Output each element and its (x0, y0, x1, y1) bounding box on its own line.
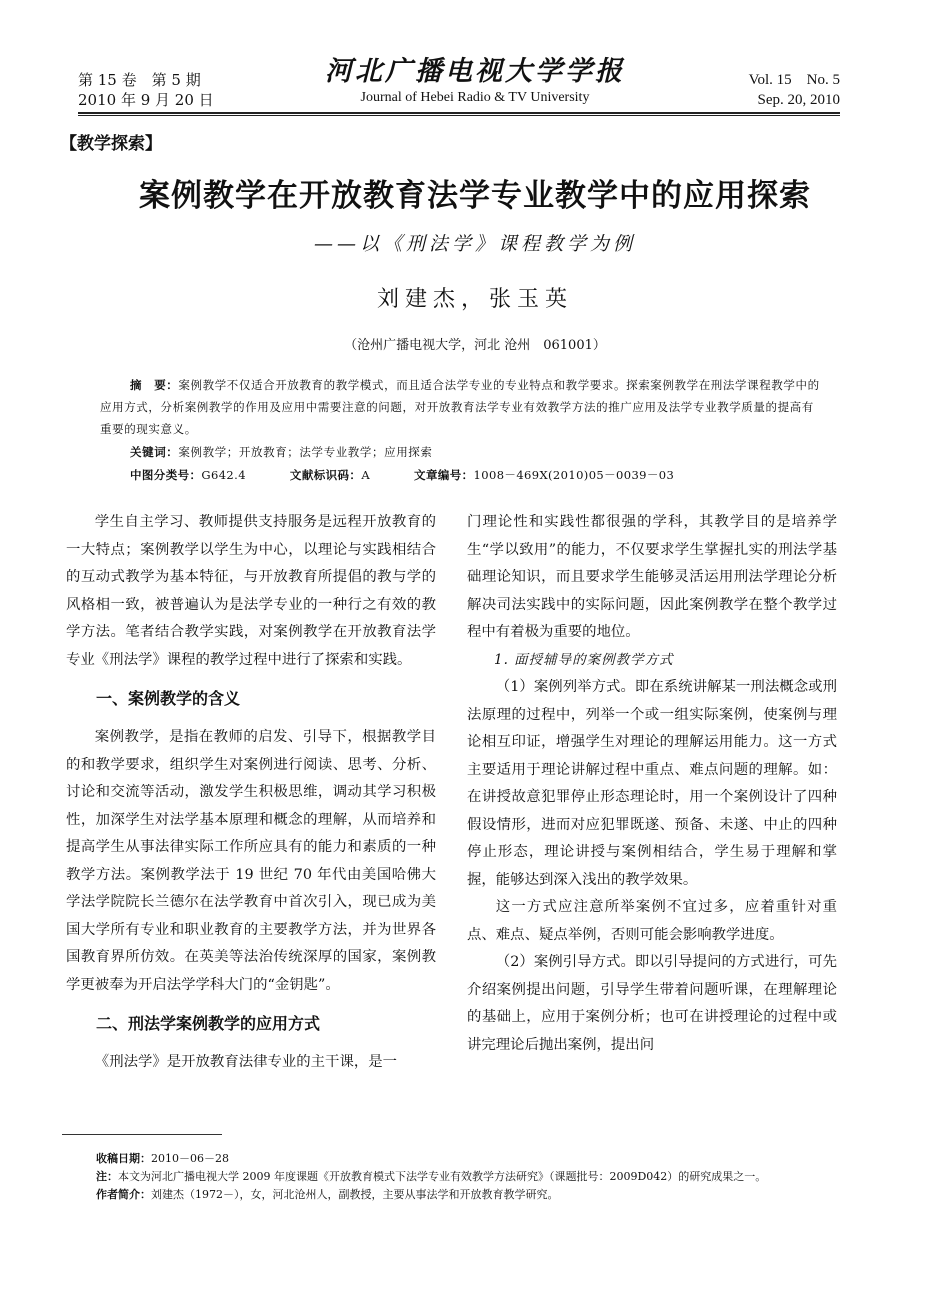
header-rule (78, 112, 840, 114)
paragraph: 学生自主学习、教师提供支持服务是远程开放教育的一大特点；案例教学以学生为中心，以理论与实践相结合的互动式教学为基本特征，与开放教育所提倡的教与学的风格相一致，被普遍认为是法学专业的一种行之有效的教学方法。笔者结合教学实践，对案例教学在开放教育法学专业《刑法学》课程的教学过程中进行了探索和实践。 (66, 514, 436, 668)
abstract (100, 374, 820, 440)
authors: 刘建杰，张玉英 (376, 287, 573, 312)
article-title: 案例教学在开放教育法学专业教学中的应用探索 (139, 178, 811, 214)
affiliation: （沧州广播电视大学，河北 沧州 061001） (344, 338, 606, 353)
issue-info-cn (78, 70, 214, 110)
received-value: 2010－06－28 (151, 1152, 229, 1165)
subsection-heading-1: 1. 面授辅导的案例教学方式 (494, 651, 674, 668)
classification-row (130, 467, 674, 483)
keywords-label: 关键词： (130, 445, 179, 459)
article-subtitle: ——以《刑法学》课程教学为例 (313, 233, 636, 255)
bio-value: 刘建杰（1972－），女，河北沧州人，副教授，主要从事法学和开放教育教学研究。 (151, 1188, 559, 1201)
volume-cn: 第 15 卷 第 5 期 (78, 71, 201, 89)
received-date (96, 1150, 856, 1168)
section-heading-1: 一、案例教学的含义 (96, 689, 241, 708)
section-heading-2: 二、刑法学案例教学的应用方式 (96, 1014, 321, 1033)
paragraph: 案例教学，是指在教师的启发、引导下，根据教学目的和教学要求，组织学生对案例进行阅读、思考、分析、讨论和交流等活动，激发学生积极思维，调动其学习积极性，加深学生对法学基本原理和概念的理解，从而培养和提高学生从事法律实际工作所应具有的能力和素质的一种教学方法。案例教学法于 19 世纪 70 年代由美国哈佛大学法学院院长兰德尔在法学教育中首次引入，现已成为美国大学所有专业和职业教育的主要教学方法，并为世界各国教育界所仿效。在英美等法治传统深厚的国家，案例教学更被奉为开启法学学科大门的“金钥匙”。 (66, 729, 436, 993)
clc-label: 中图分类号： (130, 468, 202, 482)
author-bio (96, 1186, 856, 1204)
keywords-text: 案例教学；开放教育；法学专业教学；应用探索 (178, 445, 433, 459)
paragraph: 《刑法学》是开放教育法律专业的主干课，是一 (94, 1054, 398, 1070)
paragraph: 门理论性和实践性都很强的学科，其教学目的是培养学生“学以致用”的能力，不仅要求学生掌握扎实的刑法学基础理论知识，而且要求学生能够灵活运用刑法学理论分析解决司法实践中的实际问题，因此案例教学在整个教学过程中有着极为重要的地位。 (467, 514, 837, 640)
issue-info-en (749, 70, 840, 110)
section-tag: 【教学探索】 (60, 134, 162, 154)
abstract-text: 案例教学不仅适合开放教育的教学模式，而且适合法学专业的专业特点和教学要求。探索案例教学在刑法学课程教学中的应用方式，分析案例教学的作用及应用中需要注意的问题，对开放教育法学专业有效教学方法的推广应用及法学专业教学质量的提高有重要的现实意义。 (100, 378, 820, 436)
body-column-left (66, 509, 436, 1077)
date-cn: 2010 年 9 月 20 日 (78, 91, 214, 109)
doc-code-label: 文献标识码： (289, 468, 362, 482)
keywords (130, 444, 433, 460)
abstract-label: 摘 要： (130, 378, 179, 392)
funding-note (96, 1168, 856, 1186)
received-label: 收稿日期： (96, 1152, 151, 1165)
paragraph: （2）案例引导方式。即以引导提问的方式进行，可先介绍案例提出问题，引导学生带着问题听课，在理解理论的基础上，应用于案例分析；也可在讲授理论的过程中或讲完理论后抛出案例，提出问 (467, 954, 837, 1053)
date-en: Sep. 20, 2010 (757, 92, 840, 108)
bio-label: 作者简介： (96, 1188, 151, 1201)
note-value: 本文为河北广播电视大学 2009 年度课题《开放教育模式下法学专业有效教学方法研究》（课题批号：2009D042）的研究成果之一。 (118, 1170, 767, 1183)
article-no-value: 1008－469X(2010)05－0039－03 (473, 468, 675, 482)
volume-en: Vol. 15 No. 5 (748, 72, 840, 88)
journal-title-en: Journal of Hebei Radio & TV University (360, 90, 590, 105)
footnotes (96, 1150, 856, 1204)
paragraph: （1）案例列举方式。即在系统讲解某一刑法概念或刑法原理的过程中，列举一个或一组实际案例，使案例与理论相互印证，增强学生对理论的理解运用能力。这一方式主要适用于理论讲解过程中重点、难点问题的理解。如：在讲授故意犯罪停止形态理论时，用一个案例设计了四种假设情形，进而对应犯罪既遂、预备、未遂、中止的四种停止形态，理论讲授与案例相结合，学生易于理解和掌握，能够达到深入浅出的教学效果。 (467, 679, 837, 888)
footnote-rule (62, 1134, 222, 1135)
journal-masthead (260, 56, 690, 108)
doc-code-value: A (361, 468, 371, 482)
paragraph: 这一方式应注意所举案例不宜过多，应着重针对重点、难点、疑点举例，否则可能会影响教学进度。 (467, 899, 837, 943)
body-column-right (467, 509, 837, 1059)
clc-value: G642.4 (201, 468, 246, 482)
article-no-label: 文章编号： (414, 468, 474, 482)
journal-title-cn: 河北广播电视大学学报 (325, 56, 625, 87)
note-label: 注： (96, 1170, 118, 1183)
header-rule-thin (78, 115, 840, 116)
